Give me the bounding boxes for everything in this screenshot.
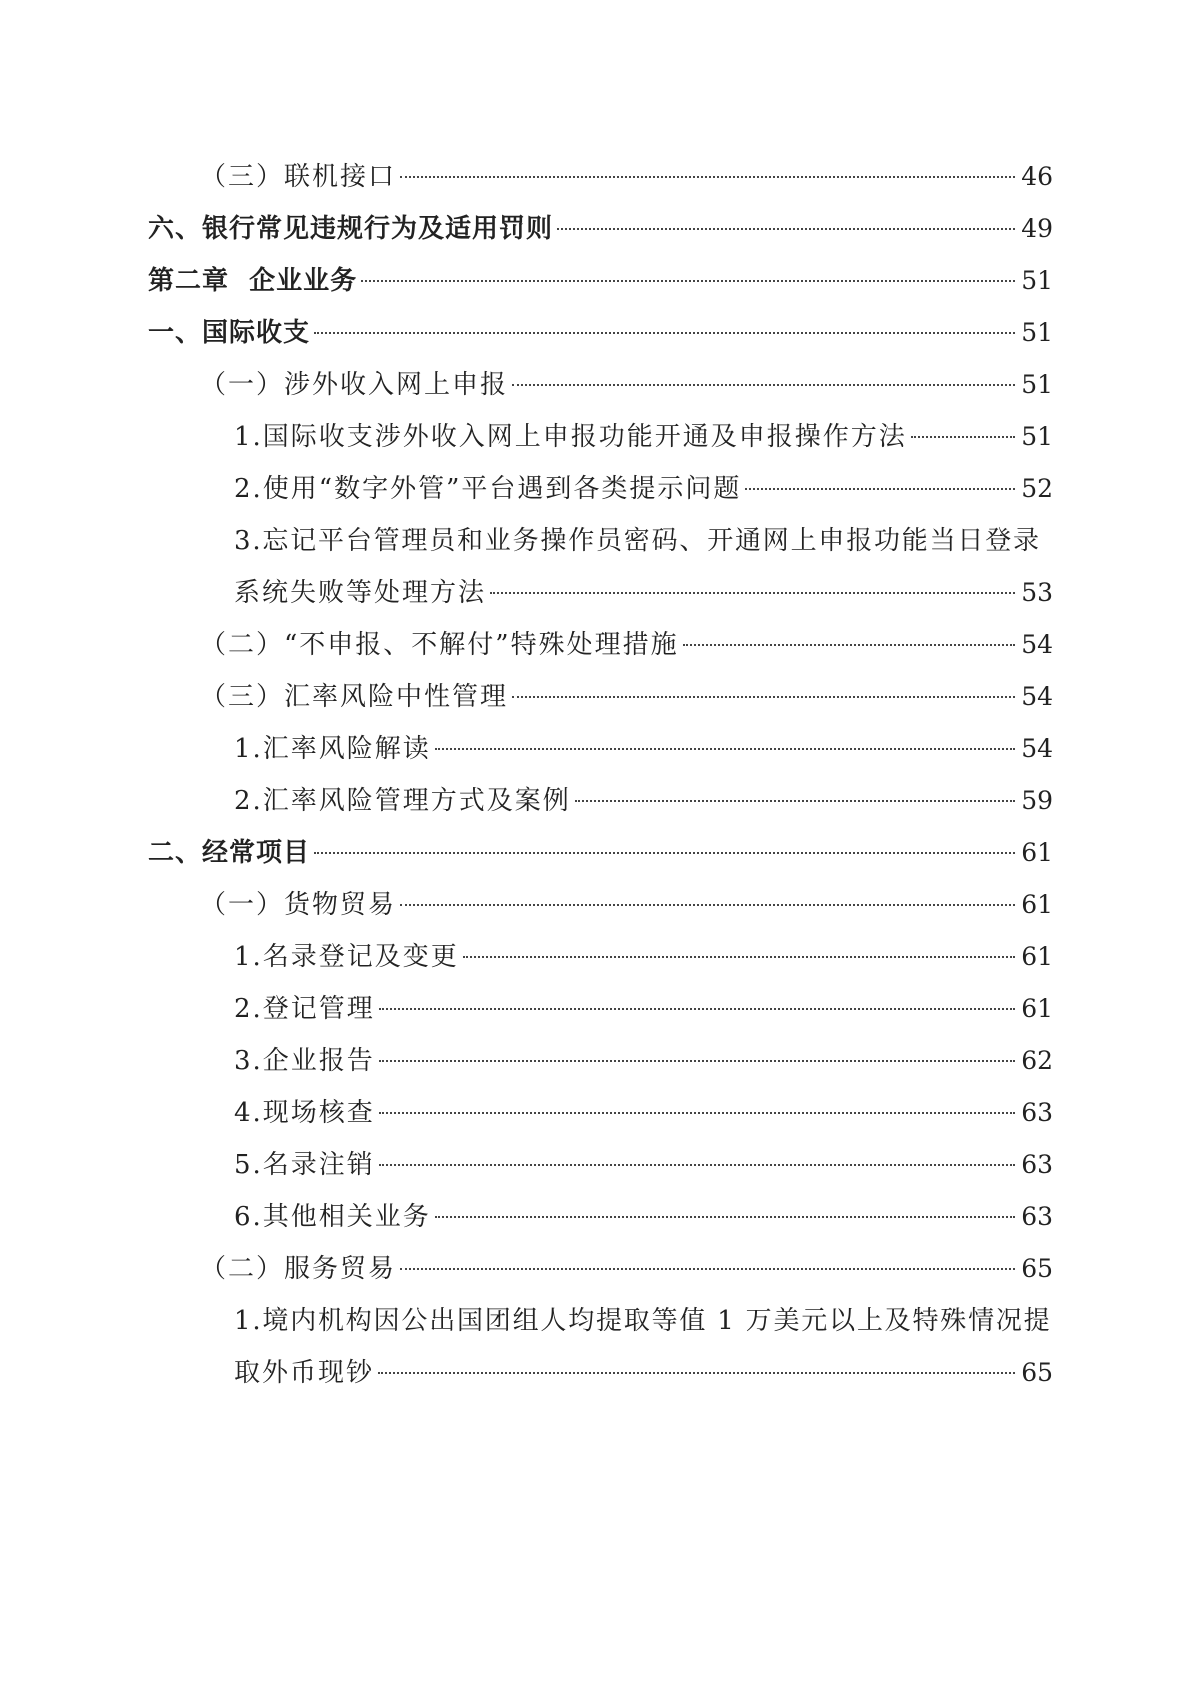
toc-page-number: 51 [1021, 318, 1053, 347]
leader-dots [314, 332, 1015, 334]
leader-dots [463, 956, 1015, 958]
toc-entry[interactable] [148, 204, 1053, 254]
toc-entry-title: （一）货物贸易 [200, 890, 397, 920]
toc-entry-title: 2.使用“数字外管”平台遇到各类提示问题 [234, 474, 742, 504]
leader-dots [683, 644, 1016, 646]
toc-entry-title: 3.忘记平台管理员和业务操作员密码、开通网上申报功能当日登录 [234, 526, 1041, 556]
toc-entry[interactable] [234, 724, 1053, 774]
toc-entry-title: 一、国际收支 [148, 318, 311, 348]
toc-page-number: 61 [1021, 994, 1053, 1023]
toc-entry[interactable] [200, 1244, 1053, 1294]
toc-entry-title: （三）联机接口 [200, 162, 397, 192]
toc-entry[interactable] [234, 776, 1053, 826]
toc-entry[interactable] [200, 152, 1053, 202]
toc-chapter-entry[interactable] [148, 256, 1053, 306]
toc-entry-title: 取外币现钞 [234, 1358, 375, 1388]
leader-dots [512, 696, 1015, 698]
toc-entry-wrapped-first-line[interactable] [234, 516, 1053, 566]
toc-entry[interactable] [234, 984, 1053, 1034]
toc-entry-title: 4.现场核查 [234, 1098, 375, 1128]
leader-dots [400, 176, 1015, 178]
toc-entry-title: 1.名录登记及变更 [234, 942, 459, 972]
leader-dots [400, 904, 1015, 906]
toc-entry[interactable] [234, 412, 1053, 462]
leader-dots [314, 852, 1015, 854]
leader-dots [379, 1112, 1015, 1114]
leader-dots [575, 800, 1015, 802]
toc-page-number: 54 [1021, 630, 1053, 659]
toc-entry-title: 1.汇率风险解读 [234, 734, 431, 764]
toc-entry[interactable] [234, 1036, 1053, 1086]
toc-entry[interactable] [200, 880, 1053, 930]
toc-page-number: 59 [1021, 786, 1053, 815]
leader-dots [745, 488, 1015, 490]
toc-entry-title: 2.登记管理 [234, 994, 375, 1024]
toc-entry[interactable] [234, 1088, 1053, 1138]
toc-entry-title: 6.其他相关业务 [234, 1202, 431, 1232]
toc-entry-title: （二）“不申报、不解付”特殊处理措施 [200, 630, 679, 660]
leader-dots [911, 436, 1015, 438]
toc-page-number: 65 [1021, 1254, 1053, 1283]
toc-page-number: 61 [1021, 890, 1053, 919]
toc-page-number: 63 [1021, 1202, 1053, 1231]
toc-page-number: 63 [1021, 1098, 1053, 1127]
leader-dots [379, 1060, 1015, 1062]
toc-page-number: 51 [1021, 370, 1053, 399]
toc-page-number: 62 [1021, 1046, 1053, 1075]
toc-entry[interactable] [200, 672, 1053, 722]
toc-entry[interactable] [148, 828, 1053, 878]
toc-entry[interactable] [234, 464, 1053, 514]
toc-entry[interactable] [148, 308, 1053, 358]
toc-page-number: 49 [1021, 214, 1053, 243]
leader-dots [512, 384, 1015, 386]
leader-dots [379, 1008, 1015, 1010]
toc-entry-title: 1.境内机构因公出国团组人均提取等值 1 万美元以上及特殊情况提 [234, 1306, 1052, 1336]
leader-dots [435, 748, 1015, 750]
toc-entry-wrapped-first-line[interactable] [234, 1296, 1053, 1346]
toc-page-number: 63 [1021, 1150, 1053, 1179]
toc-entry[interactable] [200, 360, 1053, 410]
toc-page-number: 51 [1021, 266, 1053, 295]
toc-page-number: 52 [1021, 474, 1053, 503]
toc-entry-title: 二、经常项目 [148, 838, 311, 868]
toc-entry-title: 第二章 企业业务 [148, 266, 358, 296]
toc-page-number: 46 [1021, 162, 1053, 191]
toc-page-number: 61 [1021, 838, 1053, 867]
leader-dots [379, 1164, 1015, 1166]
toc-entry[interactable] [234, 1192, 1053, 1242]
toc-entry[interactable] [234, 932, 1053, 982]
leader-dots [400, 1268, 1015, 1270]
toc-entry-title: 1.国际收支涉外收入网上申报功能开通及申报操作方法 [234, 422, 907, 452]
leader-dots [361, 280, 1015, 282]
toc-entry-title: 2.汇率风险管理方式及案例 [234, 786, 571, 816]
toc-entry[interactable] [234, 1140, 1053, 1190]
toc-entry-title: 5.名录注销 [234, 1150, 375, 1180]
toc-entry[interactable] [234, 568, 1053, 618]
toc-entry[interactable] [234, 1348, 1053, 1398]
toc-entry-title: （一）涉外收入网上申报 [200, 370, 509, 400]
leader-dots [490, 592, 1015, 594]
toc-entry-title: 3.企业报告 [234, 1046, 375, 1076]
toc-page-number: 65 [1021, 1358, 1053, 1387]
toc-entry-title: 系统失败等处理方法 [234, 578, 487, 608]
toc-page-number: 61 [1021, 942, 1053, 971]
toc-page-number: 51 [1021, 422, 1053, 451]
toc-page-number: 53 [1021, 578, 1053, 607]
toc-page-number: 54 [1021, 734, 1053, 763]
leader-dots [557, 228, 1015, 230]
toc-entry[interactable] [200, 620, 1053, 670]
toc-entry-title: （二）服务贸易 [200, 1254, 397, 1284]
leader-dots [378, 1372, 1015, 1374]
toc-entry-title: 六、银行常见违规行为及适用罚则 [148, 214, 554, 244]
toc-entry-title: （三）汇率风险中性管理 [200, 682, 509, 712]
leader-dots [435, 1216, 1015, 1218]
toc-page-number: 54 [1021, 682, 1053, 711]
